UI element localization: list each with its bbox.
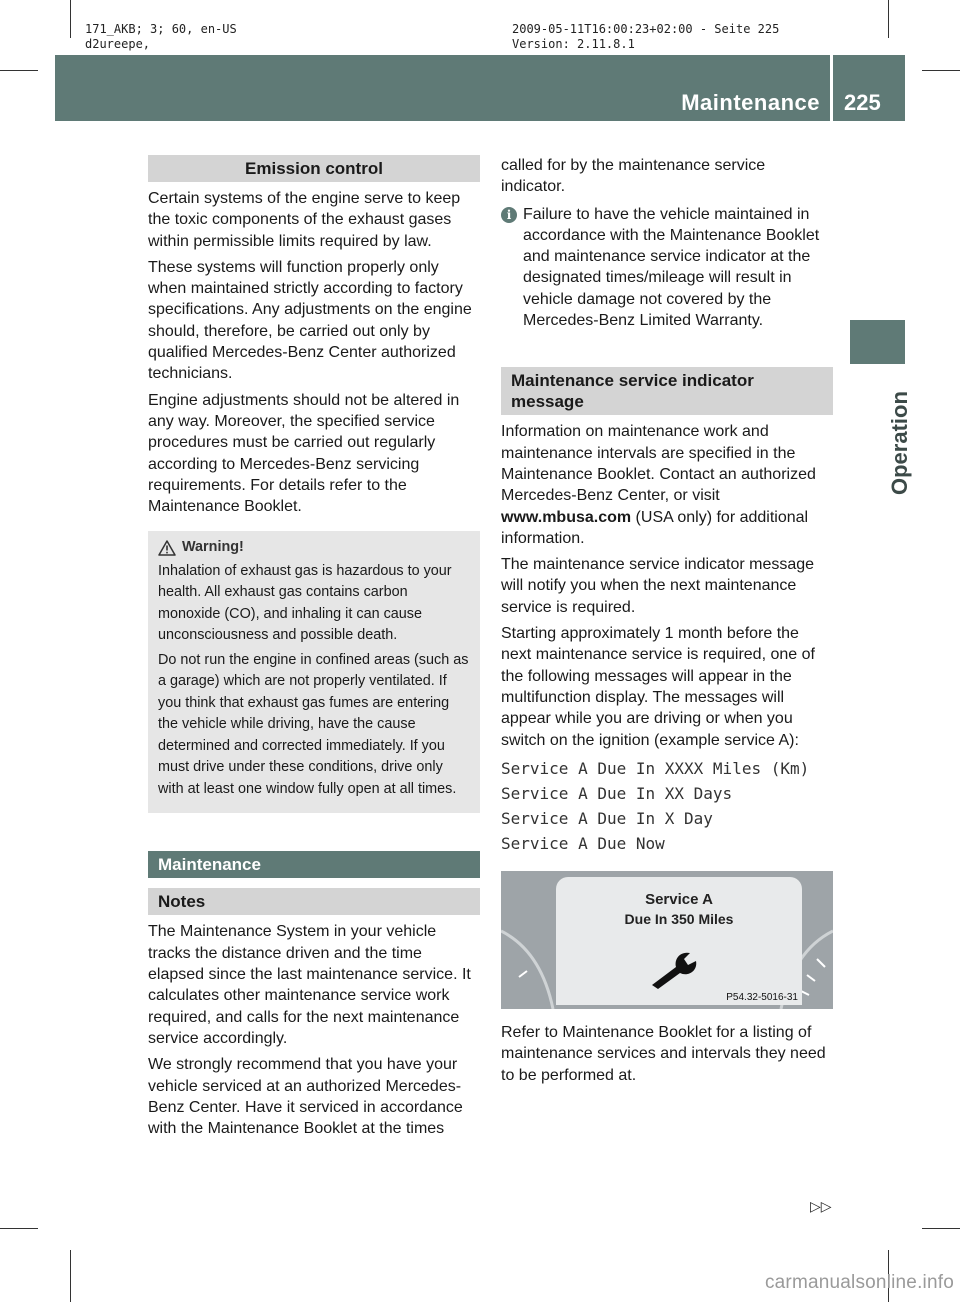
warning-paragraph-2: Do not run the engine in confined areas (such as a garage) which are not properly ventilated. If you think that exhaust gas fumes are entering the vehicle while driving, have the cause determined and corrected immediately. If you must drive under these conditions, drive only with at least one window fully open at all times.	[158, 651, 469, 797]
side-tab	[853, 375, 912, 495]
emission-paragraph-3: Engine adjustments should not be altered in any way. Moreover, the specified service procedures must be carried out regularly according to Mercedes-Benz servicing requirements. For details refer to the Maintenance Booklet.	[148, 391, 460, 516]
info-note	[501, 204, 833, 332]
crop-mark	[70, 1250, 71, 1302]
page-title: Maintenance	[681, 90, 820, 115]
instrument-cluster-image	[501, 871, 833, 1009]
warning-triangle-icon	[158, 540, 176, 556]
page-number: 225	[844, 90, 881, 115]
emission-heading: Emission control	[148, 155, 480, 182]
display-screen	[556, 877, 802, 1005]
warning-title: Warning!	[182, 539, 244, 556]
wrench-icon	[648, 949, 708, 989]
msi-paragraph-1	[501, 421, 833, 549]
notes-heading: Notes	[148, 888, 480, 915]
message-item: Service A Due In XXXX Miles (Km)	[501, 758, 810, 778]
meta-left-line1: 171_AKB; 3; 60, en-US	[85, 22, 237, 36]
right-column	[501, 155, 833, 856]
meta-right-line1: 2009-05-11T16:00:23+02:00 - Seite 225	[512, 22, 780, 36]
continue-arrow-icon: ▷▷	[810, 1198, 832, 1214]
msi-paragraph-3: Starting approximately 1 month before the next maintenance service is required, one of the following messages will appear in the multifunction display. The messages will appear while you are driving or when you switch on the ignition (example service A):	[501, 625, 815, 749]
display-line-2: Due In 350 Miles	[624, 911, 734, 927]
message-item: Service A Due Now	[501, 833, 665, 853]
meta-right	[512, 22, 779, 52]
crop-mark	[0, 1228, 38, 1229]
left-column	[148, 155, 480, 1144]
message-item: Service A Due In XX Days	[501, 783, 733, 803]
header-divider	[830, 55, 833, 121]
warning-box	[148, 531, 480, 813]
notes-paragraph-1: The Maintenance System in your vehicle tracks the distance driven and the time elapsed since the last maintenance service. It calculates other maintenance service work required, and calls for the next maintenance service accordingly.	[148, 923, 471, 1047]
notes-paragraph-2: We strongly recommend that you have your vehicle serviced at an authorized Mercedes-Benz Center. Have it serviced in accordance with the Maintenance Booklet at the times	[148, 1056, 463, 1138]
msi-paragraph-2: The maintenance service indicator message will notify you when the next maintenance service is required.	[501, 556, 815, 616]
display-line-1: Service A	[645, 891, 713, 908]
side-tab-label: Operation	[887, 391, 912, 495]
message-list	[501, 756, 833, 856]
after-image-paragraph: Refer to Maintenance Booklet for a listing of maintenance services and intervals they need to be performed at.	[501, 1024, 826, 1084]
meta-left-line2: d2ureepe,	[85, 37, 151, 51]
continued-paragraph: called for by the maintenance service indicator.	[501, 157, 766, 196]
msi-heading: Maintenance service indicator message	[501, 367, 833, 415]
emission-paragraph-2: These systems will function properly only when maintained strictly according to factory specifications. Any adjustments on the engine should, therefore, be carried out only by qualified Mercedes-Benz Center authorized technicians.	[148, 258, 472, 383]
msi-paragraph-1b: (USA only) for additional information.	[501, 508, 809, 547]
warning-title-row	[158, 537, 472, 559]
after-image-block	[501, 1022, 833, 1091]
msi-paragraph-1a: Information on maintenance work and maintenance intervals are specified in the Maintenance Booklet. Contact an authorized Mercedes-Benz Center, or visit	[501, 423, 816, 505]
mbusa-link[interactable]: www.mbusa.com	[501, 508, 632, 526]
image-code: P54.32-5016-31	[726, 992, 798, 1003]
side-tab-marker	[850, 320, 905, 364]
crop-mark	[0, 70, 38, 71]
emission-paragraph-1: Certain systems of the engine serve to keep the toxic components of the exhaust gases within permissible limits required by law.	[148, 190, 461, 250]
meta-right-line2: Version: 2.11.8.1	[512, 37, 635, 51]
info-icon: i	[501, 207, 517, 223]
crop-mark	[70, 0, 71, 38]
warning-paragraph-1: Inhalation of exhaust gas is hazardous to your health. All exhaust gas contains carbon monoxide (CO), and inhaling it can cause unconsciousness and possible death.	[158, 562, 452, 644]
watermark: carmanualsonline.info	[764, 1272, 954, 1293]
info-text: Failure to have the vehicle maintained in accordance with the Maintenance Booklet and maintenance service indicator at the designated times/mileage will result in vehicle damage not covered by the Mercedes-Benz Limited Warranty.	[523, 205, 820, 330]
crop-mark	[922, 70, 960, 71]
message-item: Service A Due In X Day	[501, 808, 713, 828]
meta-left	[85, 22, 237, 52]
crop-mark	[888, 0, 889, 38]
maintenance-heading: Maintenance	[148, 851, 480, 878]
crop-mark	[922, 1228, 960, 1229]
